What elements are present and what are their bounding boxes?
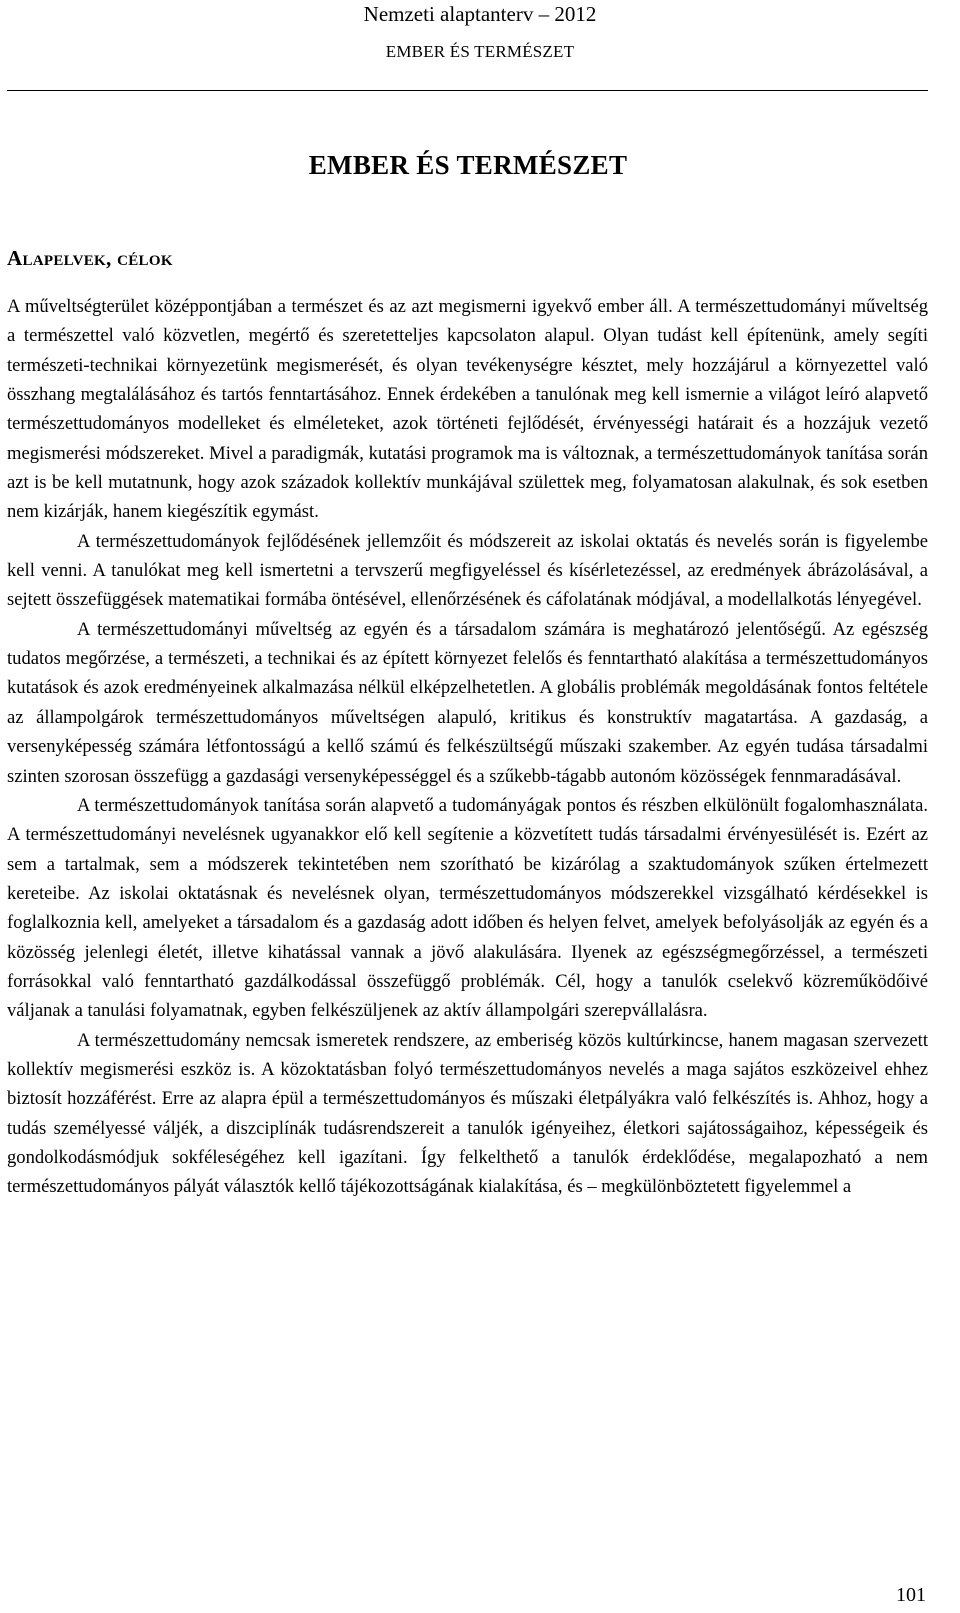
header-section-title: EMBER ÉS TERMÉSZET xyxy=(385,42,575,61)
paragraph: A természettudományok tanítása során alapvető a tudományágak pontos és részben elkülönült fogalomhasználata. A természettudományi nevelésnek ugyanakkor elő kell segítenie a közvetített tudás társadalmi érvényesülését is. Ezért az sem a tartalmak, sem a módszerek tekintetében nem szorítható be kizárólag a szaktudományok szűken értelmezett kereteibe. Az iskolai oktatásnak és nevelésnek olyan, természettudományos módszerekkel vizsgálható kérdésekkel is foglalkoznia kell, amelyeket a társadalom és a gazdaság adott időben és helyen felvet, amelyek befolyásolják az egyén és a közösség jelenlegi életét, illetve kihatással vannak a jövő alakulására. Ilyenek az egészségmegőrzéssel, a természeti forrásokkal való fenntartható gazdálkodással összefüggő problémák. Cél, hogy a tanulók cselekvő közreműködőivé váljanak a tanulási folyamatnak, egyben felkészüljenek az aktív állampolgári szerepvállalásra. xyxy=(7,794,928,1022)
paragraph: A természettudomány nemcsak ismeretek rendszere, az emberiség közös kultúrkincse, hanem magasan szervezett kollektív megismerési eszköz is. A közoktatásban folyó természettudományos nevelés a maga sajátos eszközeivel ehhez biztosít hozzáférést. Erre az alapra épül a természettudományos és műszaki életpályákra való felkészítés is. Ahhoz, hogy a tudás személyessé váljék, a diszciplínák tudásrendszereit a tanulók igényeihez, életkori sajátosságaihoz, képességeik és gondolkodásmódjuk sokféleségéhez kell igazítani. Így felkelthető a tanulók érdeklődése, megalapozható a nem természettudományos pályát választók kellő tájékozottságának kialakítása, és – megkülönböztetett figyelemmel a xyxy=(7,1029,928,1198)
header-divider xyxy=(7,90,928,91)
section-heading: Alapelvek, célok xyxy=(7,246,173,270)
body-text xyxy=(7,292,928,1202)
page-number: 101 xyxy=(896,1584,926,1606)
page-title: EMBER ÉS TERMÉSZET xyxy=(308,150,628,180)
paragraph: A természettudományok fejlődésének jellemzőit és módszereit az iskolai oktatás és nevelés során is figyelembe kell venni. A tanulókat meg kell ismertetni a tervszerű megfigyeléssel és kísérletezéssel, az eredmények ábrázolásával, a sejtett összefüggések matematikai formába öntésével, ellenőrzésének és cáfolatának módjával, a modellalkotás lényegével. xyxy=(7,530,928,611)
header-document-title: Nemzeti alaptanterv – 2012 xyxy=(363,2,597,26)
paragraph: A természettudományi műveltség az egyén és a társadalom számára is meghatározó jelentőségű. Az egészség tudatos megőrzése, a természeti, a technikai és az épített környezet felelős és fenntartható alakítása a természettudományos kutatások és azok eredményeinek alkalmazása nélkül elképzelhetetlen. A globális problémák megoldásának fontos feltétele az állampolgárok természettudományos műveltségen alapuló, kritikus és konstruktív magatartása. A gazdaság, a versenyképesség számára létfontosságú a kellő számú és felkészültségű műszaki szakember. Az egyén tudása társadalmi szinten szorosan összefügg a gazdasági versenyképességgel és a szűkebb-tágabb autonóm közösségek fennmaradásával. xyxy=(7,618,928,787)
paragraph: A műveltségterület középpontjában a természet és az azt megismerni igyekvő ember áll. A természettudományi műveltség a természettel való közvetlen, megértő és szeretetteljes kapcsolaton alapul. Olyan tudást kell építenünk, amely segíti természeti-technikai környezetünk megismerését, és olyan tevékenységre késztet, mely hozzájárul a környezettel való összhang megtalálásához és tartós fenntartásához. Ennek érdekében a tanulónak meg kell ismernie a világot leíró alapvető természettudományos modelleket és elméleteket, azok történeti fejlődését, érvényességi határait és a hozzájuk vezető megismerési módszereket. Mivel a paradigmák, kutatási programok ma is változnak, a természettudományok tanítása során azt is be kell mutatnunk, hogy azok századok kollektív munkájával születtek meg, folyamatosan alakulnak, és sok esetben nem kizárják, hanem kiegészítik egymást. xyxy=(7,296,928,523)
